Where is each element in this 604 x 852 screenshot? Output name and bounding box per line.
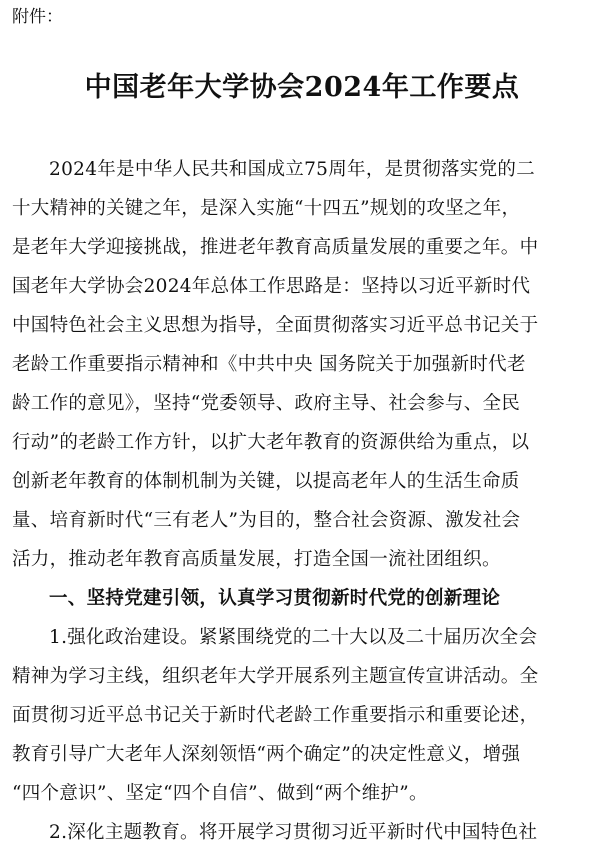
intro-line: 活力，推动老年教育高质量发展，打造全国一流社团组织。 [12,549,501,570]
item-line: 1.强化政治建设。紧紧围绕党的二十大以及二十届历次全会 [49,627,538,648]
intro-line: 中国特色社会主义思想为指导，全面贯彻落实习近平总书记关于 [12,315,539,336]
intro-line: 龄工作的意见》，坚持“党委领导、政府主导、社会参与、全民 [12,393,521,414]
item-line: 精神为学习主线，组织老年大学开展系列主题宣传宣讲活动。全 [12,666,539,687]
document-body [12,150,592,852]
intro-line: 十大精神的关键之年，是深入实施“十四五”规划的攻坚之年， [12,198,521,219]
intro-line: 创新老年教育的体制机制为关键，以提高老年人的生活生命质 [12,471,520,492]
intro-line: 国老年大学协会2024年总体工作思路是：坚持以习近平新时代 [12,276,531,297]
item-line: 2.深化主题教育。将开展学习贯彻习近平新时代中国特色社 [49,822,538,843]
item-line: 教育引导广大老年人深刻领悟“两个确定”的决定性意义，增强 [12,744,521,765]
item-line: 面贯彻习近平总书记关于新时代老龄工作重要指示和重要论述， [12,705,539,726]
intro-line: 2024年是中华人民共和国成立75周年，是贯彻落实党的二 [49,159,536,180]
document-title: 中国老年大学协会2024年工作要点 [84,72,520,103]
intro-line: 量、培育新时代“三有老人”为目的，整合社会资源、激发社会 [12,510,521,531]
intro-line: 是老年大学迎接挑战，推进老年教育高质量发展的重要之年。中 [12,237,539,258]
attachment-label: 附件： [12,7,63,27]
item-line: “四个意识”、坚定“四个自信”、做到“两个维护”。 [12,783,428,804]
section-heading: 一、坚持党建引领，认真学习贯彻新时代党的创新理论 [49,588,501,609]
intro-line: 行动”的老龄工作方针，以扩大老年教育的资源供给为重点，以 [12,432,530,453]
intro-line: 老龄工作重要指示精神和《中共中央 国务院关于加强新时代老 [12,354,526,375]
